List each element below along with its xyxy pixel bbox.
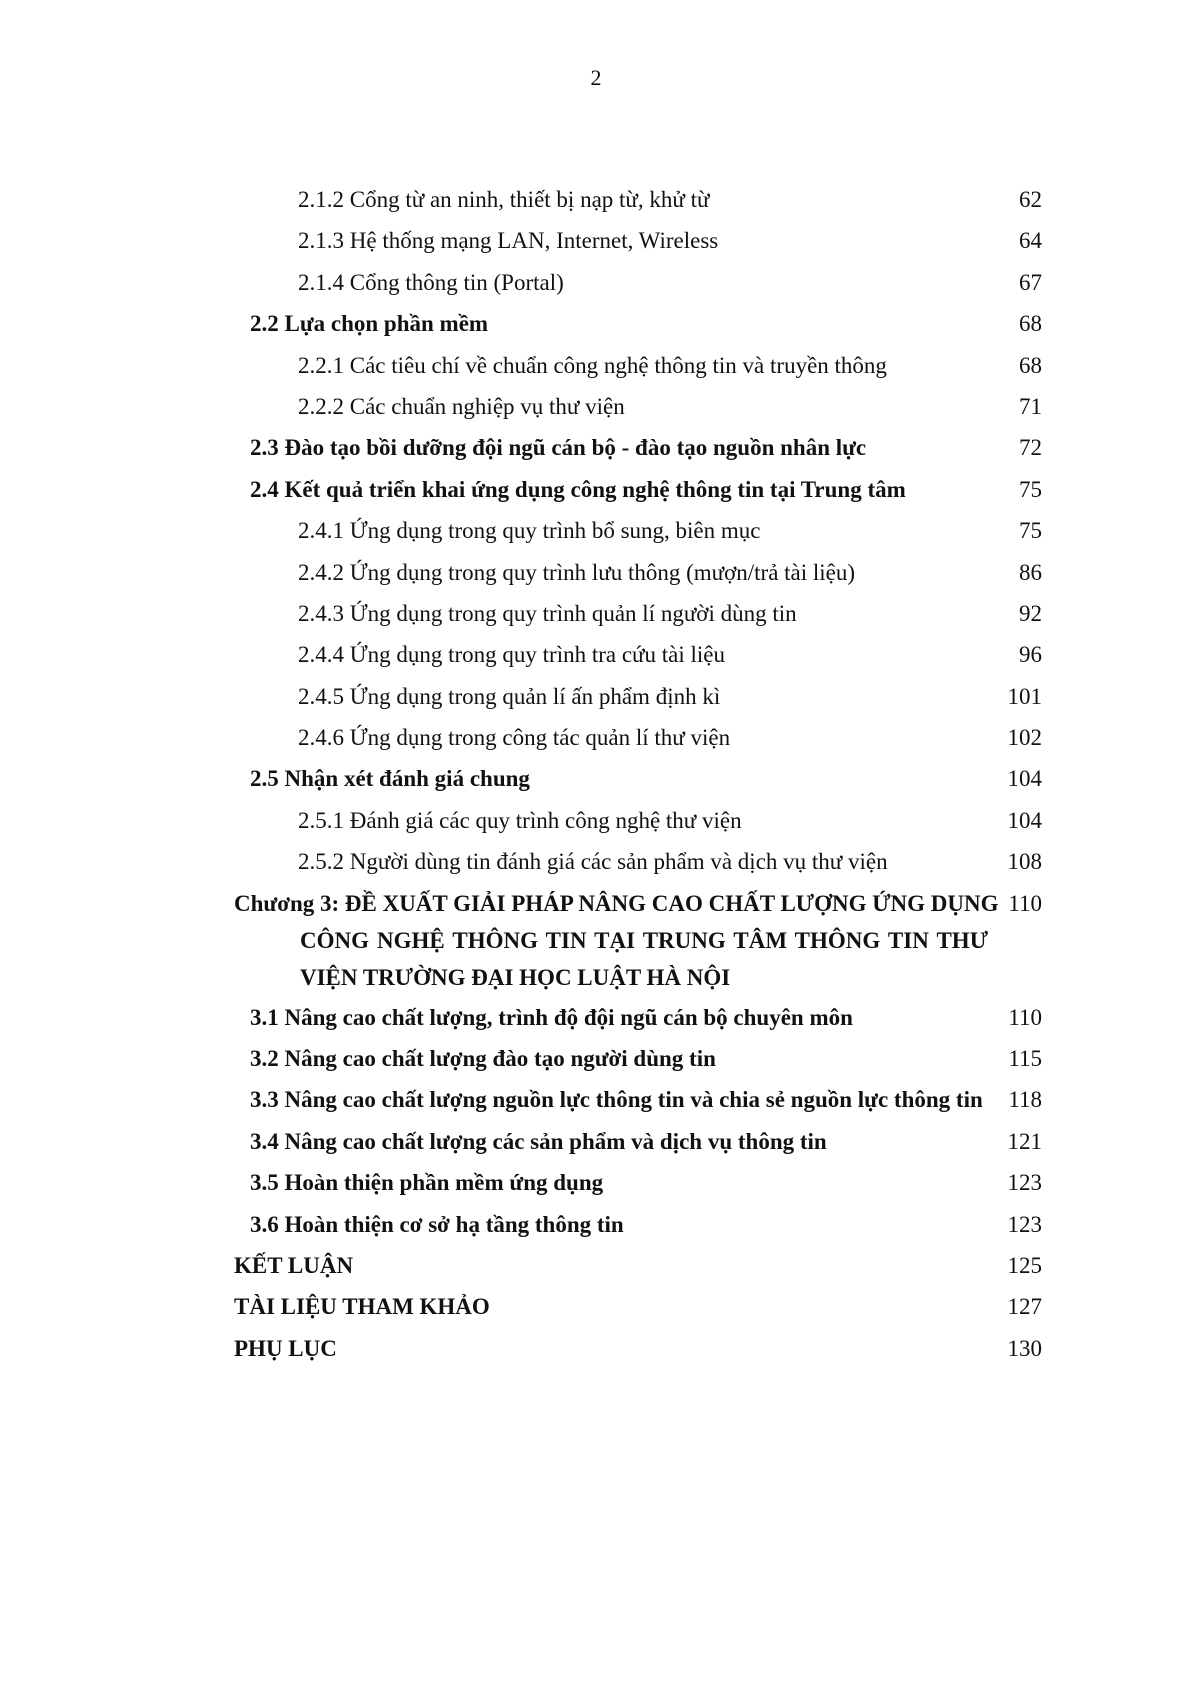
chapter-page-number: 110 <box>1008 890 1042 916</box>
toc-entry[interactable] <box>0 220 1192 261</box>
toc-entry-title: 2.1.4 Cổng thông tin (Portal) <box>298 269 564 295</box>
toc-entry-page: 92 <box>1019 600 1042 626</box>
toc-entry-title: 3.6 Hoàn thiện cơ sở hạ tầng thông tin <box>250 1211 624 1237</box>
toc-entry[interactable] <box>0 552 1192 593</box>
toc-entry[interactable] <box>0 345 1192 386</box>
toc-entries-after <box>0 997 1192 1370</box>
toc-entry-title: 2.4.1 Ứng dụng trong quy trình bổ sung, biên mục <box>298 518 761 544</box>
toc-entry-title: 2.5.2 Người dùng tin đánh giá các sản phẩm và dịch vụ thư viện <box>298 849 888 875</box>
toc-entry-page: 127 <box>1007 1294 1042 1320</box>
toc-entry-page: 110 <box>1008 1004 1042 1030</box>
toc-entry-title: 2.1.3 Hệ thống mạng LAN, Internet, Wireless <box>298 228 719 254</box>
toc-entry[interactable] <box>0 1162 1192 1203</box>
toc-entry-page: 104 <box>1007 807 1042 833</box>
toc-entry-title: 3.2 Nâng cao chất lượng đào tạo người dùng tin <box>250 1046 716 1072</box>
toc-entry[interactable] <box>0 676 1192 717</box>
toc-entry[interactable] <box>0 758 1192 799</box>
toc-entry[interactable] <box>0 179 1192 220</box>
toc-entry[interactable] <box>0 510 1192 551</box>
toc-entry-title: 2.5 Nhận xét đánh giá chung <box>250 766 530 792</box>
toc-entry[interactable] <box>0 469 1192 510</box>
toc-entry-title: TÀI LIỆU THAM KHẢO <box>234 1294 490 1320</box>
toc-entry-title: 2.4.3 Ứng dụng trong quy trình quản lí người dùng tin <box>298 600 797 626</box>
toc-entry-page: 101 <box>1007 683 1042 709</box>
toc-entry-page: 75 <box>1019 518 1042 544</box>
toc-entry[interactable] <box>0 427 1192 468</box>
toc-entry-title: 2.2.2 Các chuẩn nghiệp vụ thư viện <box>298 393 625 419</box>
toc-entry-page: 68 <box>1019 311 1042 337</box>
toc-entry-page: 118 <box>1008 1087 1042 1113</box>
toc-entry[interactable] <box>0 303 1192 344</box>
toc-entry-page: 67 <box>1019 269 1042 295</box>
toc-entry[interactable] <box>0 997 1192 1038</box>
toc-entry[interactable] <box>0 1245 1192 1286</box>
toc-entry-page: 71 <box>1019 393 1042 419</box>
toc-entry-page: 121 <box>1007 1128 1042 1154</box>
toc-entry-page: 102 <box>1007 725 1042 751</box>
toc-entry-page: 68 <box>1019 352 1042 378</box>
toc-entry[interactable] <box>0 841 1192 882</box>
toc-entry[interactable] <box>0 717 1192 758</box>
toc-entry-title: 2.4.2 Ứng dụng trong quy trình lưu thông (mượn/trả tài liệu) <box>298 559 856 585</box>
toc-entry-title: 2.4.4 Ứng dụng trong quy trình tra cứu tài liệu <box>298 642 725 668</box>
toc-entries-before <box>0 179 1192 883</box>
toc-entry-title: 2.4.6 Ứng dụng trong công tác quản lí thư viện <box>298 725 731 751</box>
toc-entry[interactable] <box>0 1038 1192 1079</box>
toc-entry-title: 2.5.1 Đánh giá các quy trình công nghệ thư viện <box>298 807 742 833</box>
chapter-title-line-3: VIỆN TRƯỜNG ĐẠI HỌC LUẬT HÀ NỘI <box>300 964 731 990</box>
toc-chapter-3[interactable] <box>0 883 1192 997</box>
toc-entry-page: 123 <box>1007 1170 1042 1196</box>
toc-entry-page: 75 <box>1019 476 1042 502</box>
toc-entry-title: 3.1 Nâng cao chất lượng, trình độ đội ngũ cán bộ chuyên môn <box>250 1004 853 1030</box>
toc-entry-page: 108 <box>1007 849 1042 875</box>
toc-entry[interactable] <box>0 634 1192 675</box>
toc-entry-title: 2.4 Kết quả triển khai ứng dụng công nghệ thông tin tại Trung tâm <box>250 476 906 502</box>
toc-entry-title: PHỤ LỤC <box>234 1335 337 1361</box>
toc-entry[interactable] <box>0 1079 1192 1120</box>
toc-entry[interactable] <box>0 386 1192 427</box>
toc-entry-page: 123 <box>1007 1211 1042 1237</box>
chapter-title-line-2: CÔNG NGHỆ THÔNG TIN TẠI TRUNG TÂM THÔNG TIN THƯ <box>300 927 988 953</box>
toc-entry[interactable] <box>0 1328 1192 1369</box>
toc-entry-page: 62 <box>1019 187 1042 212</box>
toc-entry-page: 130 <box>1007 1335 1042 1361</box>
toc-entry-title: 2.2.1 Các tiêu chí về chuẩn công nghệ thông tin và truyền thông <box>298 352 887 378</box>
toc-entry-title: 3.5 Hoàn thiện phần mềm ứng dụng <box>250 1170 604 1196</box>
toc-entry[interactable] <box>0 1121 1192 1162</box>
toc-entry-page: 86 <box>1019 559 1042 585</box>
chapter-title-line-1: Chương 3: ĐỀ XUẤT GIẢI PHÁP NÂNG CAO CHẤT LƯỢNG ỨNG DỤNG <box>234 890 999 916</box>
toc-entry-title: 2.3 Đào tạo bồi dưỡng đội ngũ cán bộ - đào tạo nguồn nhân lực <box>250 435 867 461</box>
toc-entry[interactable] <box>0 800 1192 841</box>
toc-entry-page: 96 <box>1019 642 1042 668</box>
toc-entry-page: 104 <box>1007 766 1042 792</box>
table-of-contents <box>0 179 1192 1369</box>
toc-entry[interactable] <box>0 262 1192 303</box>
toc-entry-title: 3.3 Nâng cao chất lượng nguồn lực thông tin và chia sẻ nguồn lực thông tin <box>250 1087 983 1113</box>
toc-entry[interactable] <box>0 1204 1192 1245</box>
toc-entry-page: 115 <box>1008 1046 1042 1072</box>
toc-entry-title: 2.2 Lựa chọn phần mềm <box>250 311 489 337</box>
page-number: 2 <box>590 65 602 90</box>
toc-entry[interactable] <box>0 1286 1192 1327</box>
toc-entry[interactable] <box>0 593 1192 634</box>
toc-entry-page: 72 <box>1019 435 1042 461</box>
toc-entry-title: 2.1.2 Cổng từ an ninh, thiết bị nạp từ, khử từ <box>298 187 710 212</box>
toc-entry-title: KẾT LUẬN <box>234 1252 354 1278</box>
toc-entry-title: 2.4.5 Ứng dụng trong quản lí ấn phẩm định kì <box>298 683 721 709</box>
toc-entry-page: 125 <box>1007 1252 1042 1278</box>
toc-entry-page: 64 <box>1019 228 1042 254</box>
toc-entry-title: 3.4 Nâng cao chất lượng các sản phẩm và dịch vụ thông tin <box>250 1128 827 1154</box>
